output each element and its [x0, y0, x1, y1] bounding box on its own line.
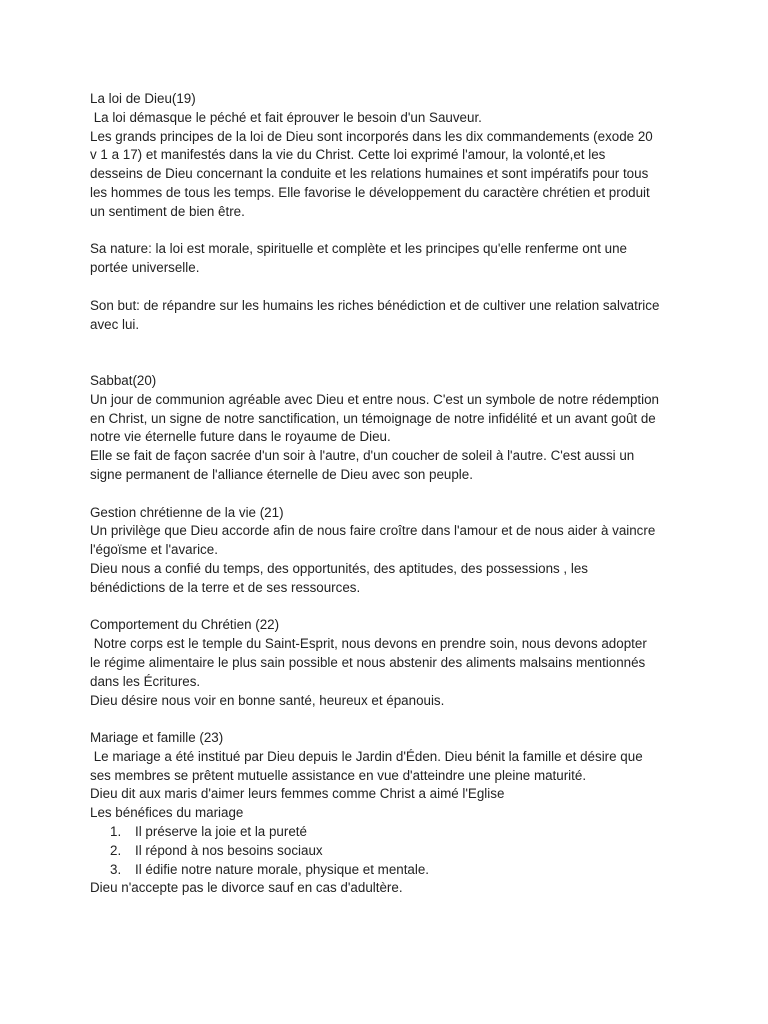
- section-heading: La loi de Dieu(19): [90, 91, 196, 106]
- paragraph-line: bénédictions de la terre et de ses ressources.: [90, 579, 361, 595]
- blank-line: [90, 278, 690, 297]
- list-item-number: 1.: [110, 824, 122, 840]
- paragraph-line: Un privilège que Dieu accorde afin de nous faire croître dans l'amour et de nous aider à vaincre: [90, 523, 656, 539]
- paragraph-line: Un jour de communion agréable avec Dieu et entre nous. C'est un symbole de notre rédemption: [90, 391, 660, 407]
- list-item: [90, 861, 690, 880]
- blank-line: [90, 485, 690, 504]
- list-item-number: 2.: [110, 842, 122, 858]
- paragraph-line: Dieu n'accepte pas le divorce sauf en cas d'adultère.: [90, 880, 403, 896]
- list-item-text: Il édifie notre nature morale, physique et mentale.: [135, 861, 430, 877]
- blank-line: [90, 334, 690, 372]
- paragraph-line: Dieu nous a confié du temps, des opportunités, des aptitudes, des possessions , les: [90, 560, 588, 576]
- benefits-list: [90, 823, 690, 879]
- section-comportement-chretien: [90, 616, 690, 710]
- section-heading: Comportement du Chrétien (22): [90, 617, 280, 633]
- paragraph-line: notre vie éternelle future dans le royaume de Dieu.: [90, 429, 391, 445]
- blank-line: [90, 222, 690, 241]
- paragraph-line: Les bénéfices du mariage: [90, 805, 244, 821]
- list-item-number: 3.: [110, 861, 122, 877]
- blank-line: [90, 710, 690, 729]
- paragraph-line: v 1 a 17) et manifestés dans la vie du Christ. Cette loi exprimé l'amour, la volonté,et les: [90, 147, 606, 163]
- paragraph-line: ses membres se prêtent mutuelle assistance en vue d'atteindre une pleine maturité.: [90, 767, 587, 783]
- paragraph-line: signe permanent de l'alliance éternelle de Dieu avec son peuple.: [90, 466, 473, 482]
- section-loi-de-dieu: [90, 90, 690, 334]
- paragraph-line: avec lui.: [90, 316, 140, 332]
- blank-line: [90, 598, 690, 617]
- paragraph-line: Son but: de répandre sur les humains les riches bénédiction et de cultiver une relation salvatrice: [90, 297, 660, 313]
- paragraph-line: Dieu dit aux maris d'aimer leurs femmes comme Christ a aimé l'Eglise: [90, 786, 505, 802]
- section-sabbat: [90, 372, 690, 485]
- paragraph-line: La loi démasque le péché et fait éprouver le besoin d'un Sauveur.: [90, 109, 482, 125]
- list-item-text: Il répond à nos besoins sociaux: [135, 842, 323, 858]
- paragraph-line: un sentiment de bien être.: [90, 203, 245, 219]
- section-gestion-chretienne: [90, 504, 690, 598]
- section-heading: Mariage et famille (23): [90, 730, 224, 746]
- document-page: [90, 90, 690, 898]
- paragraph-line: Les grands principes de la loi de Dieu sont incorporés dans les dix commandements (exode 20: [90, 128, 653, 144]
- paragraph-line: desseins de Dieu concernant la conduite et les relations humaines et sont impératifs pour tous: [90, 166, 649, 182]
- section-heading: Sabbat(20): [90, 372, 157, 388]
- paragraph-line: Notre corps est le temple du Saint-Esprit, nous devons en prendre soin, nous devons adopter: [90, 636, 647, 652]
- paragraph-line: en Christ, un signe de notre sanctification, un témoignage de notre infidélité et un avant goût de: [90, 410, 656, 426]
- paragraph-line: dans les Écritures.: [90, 673, 201, 689]
- paragraph-line: l'égoïsme et l'avarice.: [90, 542, 218, 558]
- list-item-text: Il préserve la joie et la pureté: [135, 824, 307, 840]
- paragraph-line: les hommes de tous les temps. Elle favorise le développement du caractère chrétien et produit: [90, 184, 650, 200]
- paragraph-line: portée universelle.: [90, 260, 200, 276]
- paragraph-line: le régime alimentaire le plus sain possible et nous abstenir des aliments malsains mentionnés: [90, 654, 646, 670]
- list-item: [90, 823, 690, 842]
- list-item: [90, 842, 690, 861]
- section-heading: Gestion chrétienne de la vie (21): [90, 504, 284, 520]
- paragraph-line: Sa nature: la loi est morale, spirituelle et complète et les principes qu'elle renferme ont une: [90, 241, 627, 257]
- paragraph-line: Dieu désire nous voir en bonne santé, heureux et épanouis.: [90, 692, 445, 708]
- paragraph-line: Le mariage a été institué par Dieu depuis le Jardin d'Éden. Dieu bénit la famille et désire que: [90, 748, 643, 764]
- paragraph-line: Elle se fait de façon sacrée d'un soir à l'autre, d'un coucher de soleil à l'autre. C'est aussi un: [90, 448, 635, 464]
- section-mariage-famille: [90, 729, 690, 898]
